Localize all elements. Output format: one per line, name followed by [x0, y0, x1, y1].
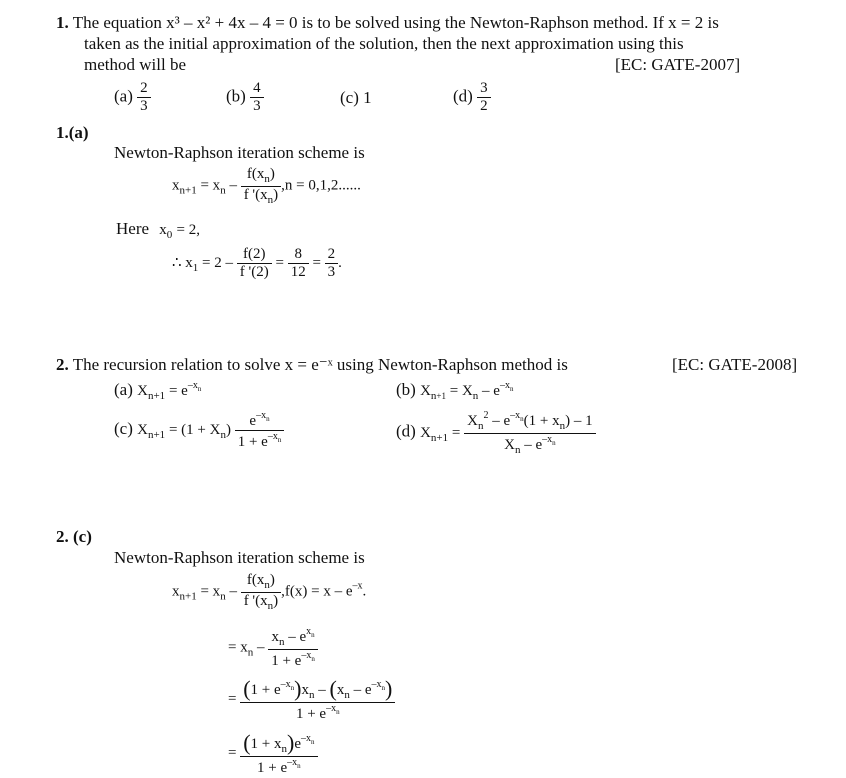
answer-1-here-label: Here [116, 219, 150, 238]
answer-1-fprime2: f '(2) [239, 264, 269, 281]
answer-2-step-2: = $\frac{(1 + e^{-x_n})x_n - (x_n - e^{-x_n})}{1 + e^{-x_n}}$ [228, 676, 395, 723]
q1-option-d-label: (d) [453, 86, 473, 106]
answer-1-two: 2 [325, 246, 339, 264]
q1-option-b-num: 4 [250, 80, 264, 98]
q1-option-d-fraction [477, 80, 491, 116]
answer-1-intro: Newton-Raphson iteration scheme is [114, 143, 365, 162]
answer-2-intro: Newton-Raphson iteration scheme is [114, 548, 365, 567]
answer-1-label: 1.(a) [56, 123, 89, 142]
question-2-number: 2. [56, 355, 69, 374]
answer-1-f2: f(2) [237, 246, 272, 264]
answer-2-iteration-formula: $x_{n+1} = x_n$ – $\frac{f(x_n)}{f '(x_n)}$ $,f(x) = x - e^{-x}$. [172, 572, 367, 612]
answer-1-twelve: 12 [290, 264, 306, 281]
q2-option-c: (c) $X_{n+1} = (1 + X_n)$ $\frac{e^{-x_n}}{1 + e^{-x_n}}$ [114, 410, 284, 452]
answer-1-eight: 8 [288, 246, 309, 264]
q1-option-b-label: (b) [226, 86, 246, 106]
q1-option-c-label: (c) [340, 88, 359, 107]
q2-option-c-label: (c) [114, 419, 133, 439]
q1-option-d-num: 3 [477, 80, 491, 98]
q1-option-a-fraction [137, 80, 151, 116]
q1-option-a [114, 80, 151, 116]
answer-2-label: 2. (c) [56, 527, 92, 546]
answer-1-here-line: Here $x_0 = 2$, [116, 219, 200, 241]
q1-option-d [453, 80, 491, 116]
question-2-source: [EC: GATE-2008] [672, 355, 798, 374]
answer-1-three: 3 [327, 264, 336, 281]
answer-2-fx: ,f(x) = x – e [281, 583, 353, 600]
q2-option-b-label: (b) [396, 380, 416, 399]
q1-option-a-label: (a) [114, 86, 133, 106]
q2-option-a: (a) $X_{n+1} = e^{-x_n}$ [114, 380, 202, 402]
question-1-line-1 [56, 14, 719, 33]
q1-option-a-den: 3 [140, 98, 148, 115]
question-1-source: [EC: GATE-2007] [615, 55, 741, 74]
answer-2-step-1: = $x_n$ – $\frac{x_n - e^{x_n}}{1 + e^{-x_n}}$ [228, 626, 318, 670]
answer-1-x0-value: = 2, [176, 222, 200, 238]
q1-option-b [226, 80, 264, 116]
answer-2-heading [56, 528, 92, 547]
q1-option-d-den: 2 [480, 98, 488, 115]
answer-2-fx-end: . [362, 583, 367, 600]
question-1-text-line-2: taken as the initial approximation of the solution, then the next approximation using this [84, 34, 684, 53]
answer-1-computation: ∴ $x_1 = 2$ – $\frac{f(2)}{f '(2)}$ = $\frac{8}{12}$ = $\frac{2}{3}$ . [172, 246, 342, 281]
q1-option-a-num: 2 [137, 80, 151, 98]
q1-option-b-den: 3 [253, 98, 261, 115]
answer-2-step-3: = $\frac{(1 + x_n)e^{-x_n}}{1 + e^{-x_n}}$ [228, 730, 318, 777]
question-1-text-line-3: method will be [84, 55, 186, 74]
question-2-text: The recursion relation to solve x = e⁻ˣ using Newton-Raphson method is [72, 355, 568, 374]
answer-2-fx-exponent: –x [352, 580, 363, 592]
q2-option-d-label: (d) [396, 421, 416, 441]
question-1-number: 1. [56, 13, 69, 32]
q2-option-d: (d) $X_{n+1}$ = $\frac{X_n^2 - e^{-x_n}(1 + x_n) - 1}{X_n - e^{-x_n}}$ [396, 410, 596, 456]
q1-option-c [340, 89, 372, 108]
answer-1-heading [56, 124, 89, 143]
question-1-text-line-1: The equation x³ – x² + 4x – 4 = 0 is to be solved using the Newton-Raphson method. If x = 2 is [72, 13, 719, 32]
answer-1-iteration-formula: $x_{n+1} = x_n$ – $\frac{f(x_n)}{f '(x_n)}$ ,n = 0,1,2...... [172, 166, 361, 206]
q2-option-b: (b) $X_{n+1} = X_n - e^{-x_n}$ [396, 380, 514, 402]
q1-option-c-value: 1 [363, 88, 372, 107]
q2-option-a-label: (a) [114, 380, 133, 399]
answer-1-n-range: ,n = 0,1,2...... [281, 177, 361, 194]
q1-option-b-fraction [250, 80, 264, 116]
question-2-line [56, 356, 568, 375]
